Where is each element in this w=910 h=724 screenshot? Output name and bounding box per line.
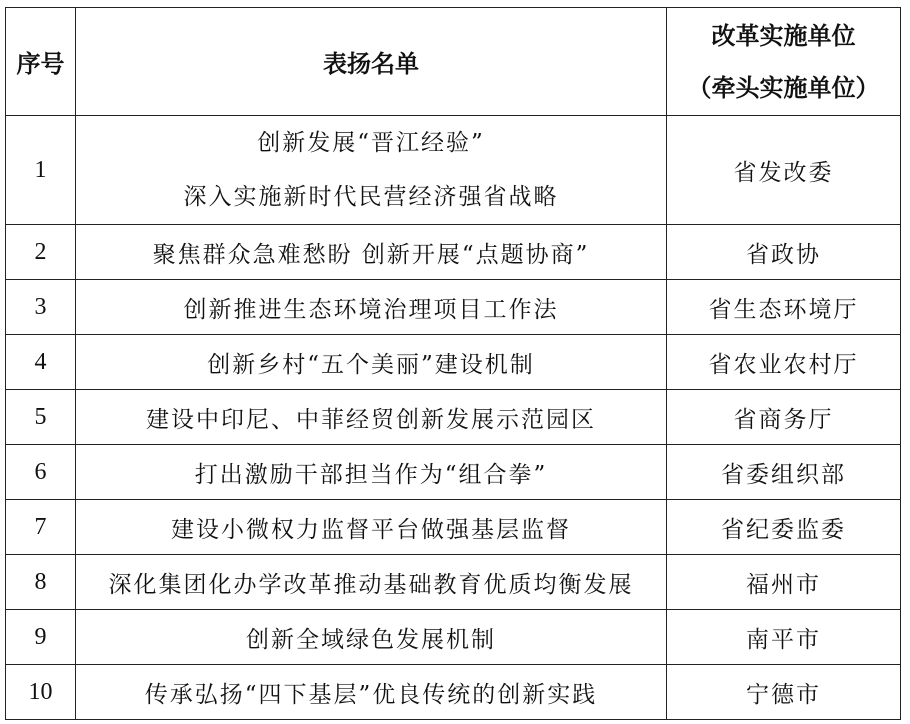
table-row — [6, 390, 901, 445]
row-name-line: 深入实施新时代民营经济强省战略 — [183, 184, 559, 210]
header-name: 表扬名单 — [76, 8, 667, 116]
row-name: 创新推进生态环境治理项目工作法 — [76, 280, 667, 335]
row-number: 2 — [6, 225, 76, 280]
row-name: 创新乡村“五个美丽”建设机制 — [76, 335, 667, 390]
row-unit: 宁德市 — [667, 665, 901, 720]
table-header — [6, 8, 901, 116]
row-unit: 省纪委监委 — [667, 500, 901, 555]
row-number: 9 — [6, 610, 76, 665]
commendation-table — [5, 7, 901, 720]
row-number: 10 — [6, 665, 76, 720]
table-row — [6, 445, 901, 500]
table-body — [6, 116, 901, 720]
table-row — [6, 225, 901, 280]
header-no: 序号 — [6, 8, 76, 116]
row-name: 建设小微权力监督平台做强基层监督 — [76, 500, 667, 555]
table-row — [6, 500, 901, 555]
table-row — [6, 555, 901, 610]
row-unit: 省委组织部 — [667, 445, 901, 500]
row-unit: 省商务厅 — [667, 390, 901, 445]
row-number: 1 — [6, 116, 76, 225]
row-unit: 省发改委 — [667, 116, 901, 225]
header-unit — [667, 8, 901, 116]
row-number: 4 — [6, 335, 76, 390]
row-name: 聚焦群众急难愁盼 创新开展“点题协商” — [76, 225, 667, 280]
row-name: 深化集团化办学改革推动基础教育优质均衡发展 — [76, 555, 667, 610]
row-name: 建设中印尼、中菲经贸创新发展示范园区 — [76, 390, 667, 445]
table-row — [6, 116, 901, 225]
row-unit: 省生态环境厅 — [667, 280, 901, 335]
row-number: 5 — [6, 390, 76, 445]
row-unit: 省政协 — [667, 225, 901, 280]
row-name: 打出激励干部担当作为“组合拳” — [76, 445, 667, 500]
row-number: 7 — [6, 500, 76, 555]
row-number: 8 — [6, 555, 76, 610]
row-name — [76, 116, 667, 225]
table-row — [6, 610, 901, 665]
header-unit-line1: 改革实施单位 — [711, 21, 856, 50]
row-name: 传承弘扬“四下基层”优良传统的创新实践 — [76, 665, 667, 720]
table-row — [6, 665, 901, 720]
table-row — [6, 280, 901, 335]
row-number: 3 — [6, 280, 76, 335]
table-row — [6, 335, 901, 390]
row-unit: 南平市 — [667, 610, 901, 665]
row-number: 6 — [6, 445, 76, 500]
row-name-line: 创新发展“晋江经验” — [257, 130, 485, 156]
row-name: 创新全域绿色发展机制 — [76, 610, 667, 665]
row-unit: 省农业农村厅 — [667, 335, 901, 390]
row-unit: 福州市 — [667, 555, 901, 610]
header-unit-line2: （牵头实施单位） — [687, 73, 880, 102]
